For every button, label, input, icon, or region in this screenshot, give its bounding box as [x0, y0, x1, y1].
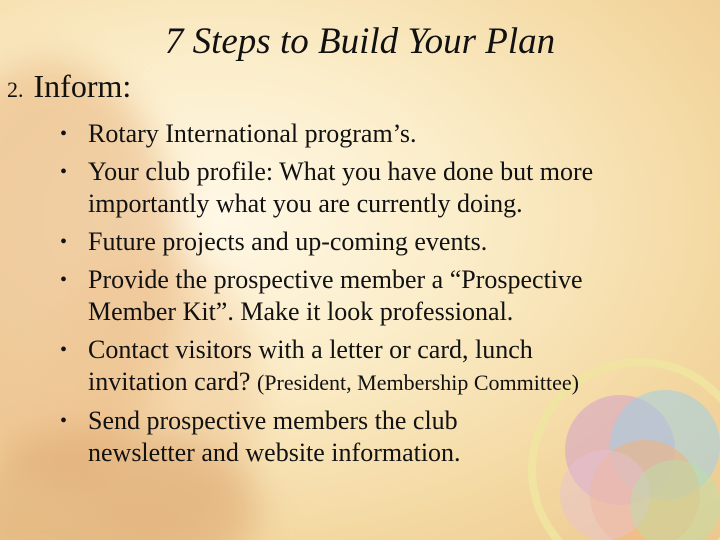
- bullet-icon: •: [60, 123, 68, 145]
- bullet-icon: •: [60, 339, 68, 361]
- list-item: [0, 118, 710, 150]
- bullet-text: Provide the prospective member a “Prospective: [88, 265, 583, 294]
- bullet-icon: •: [60, 161, 68, 183]
- bullet-text: Contact visitors with a letter or card, lunch: [88, 335, 533, 364]
- bullet-text: Future projects and up-coming events.: [88, 227, 488, 256]
- bullet-text-parenthetical: (President, Membership Committee): [256, 370, 579, 395]
- section-number: 2.: [7, 77, 24, 102]
- bullet-text-continued: newsletter and website information.: [88, 438, 461, 467]
- slide-title: 7 Steps to Build Your Plan: [164, 21, 556, 62]
- bullet-text: Your club profile: What you have done but more: [88, 157, 594, 186]
- bullet-text-continued: importantly what you are currently doing.: [88, 189, 523, 218]
- bullet-icon: •: [60, 410, 68, 432]
- bullet-text-continued: invitation card?: [88, 367, 257, 396]
- section-label: Inform:: [33, 68, 132, 104]
- section-heading: [7, 68, 131, 105]
- list-item: [0, 334, 710, 399]
- bullet-text: Send prospective members the club: [88, 406, 458, 435]
- list-item: [0, 264, 710, 328]
- list-item: [0, 405, 710, 469]
- bullet-text-continued: Member Kit”. Make it look professional.: [88, 297, 514, 326]
- bullet-icon: •: [60, 269, 68, 291]
- list-item: [0, 226, 710, 258]
- list-item: [0, 156, 710, 220]
- bullet-list: [0, 118, 710, 475]
- bullet-icon: •: [60, 231, 68, 253]
- bullet-text: Rotary International program’s.: [88, 119, 417, 148]
